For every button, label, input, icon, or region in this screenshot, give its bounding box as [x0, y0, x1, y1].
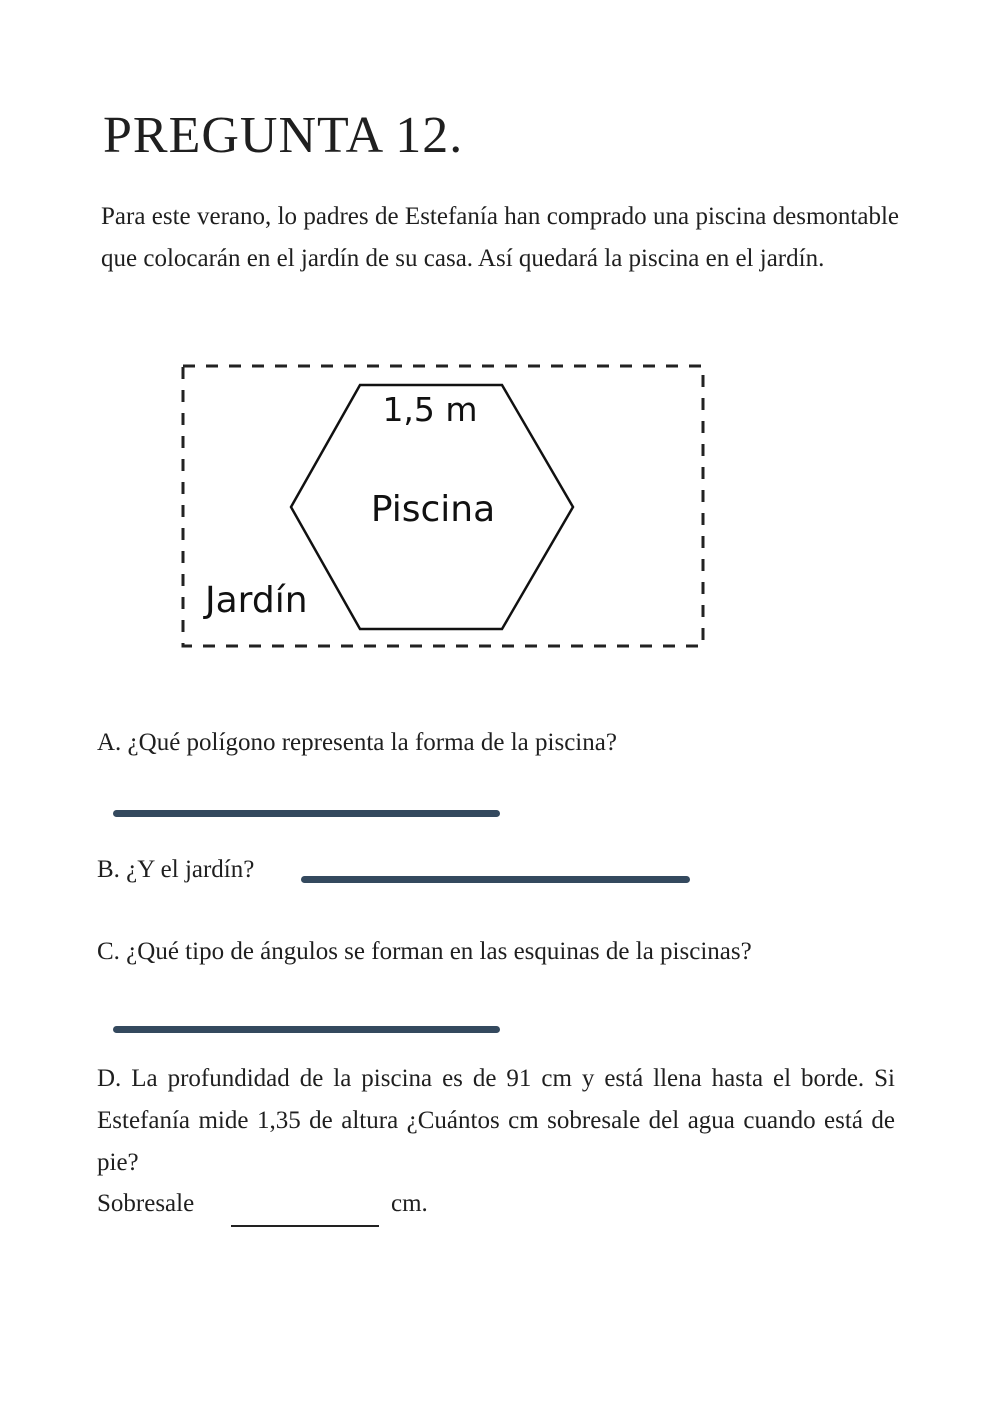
answer-d-prefix: Sobresale: [97, 1190, 195, 1217]
garden-label: Jardín: [205, 580, 308, 621]
answer-line-c[interactable]: [113, 1026, 500, 1033]
pool-label: Piscina: [370, 489, 496, 530]
pool-hexagon: [291, 385, 573, 629]
answer-d-suffix: cm.: [391, 1190, 428, 1217]
answer-line-b[interactable]: [301, 876, 690, 883]
page-title: PREGUNTA 12.: [103, 107, 464, 164]
question-c: C. ¿Qué tipo de ángulos se forman en las esquinas de la piscinas?: [97, 938, 752, 965]
problem-statement: Para este verano, lo padres de Estefanía han comprado una piscina desmontable que colocarán en el jardín de su casa. Así quedará la piscina en el jardín.: [101, 203, 899, 272]
side-length-label: 1,5 m: [382, 390, 478, 429]
question-d: D. La profundidad de la piscina es de 91 cm y está llena hasta el borde. Si Estefanía mide 1,35 de altura ¿Cuántos cm sobresale del agua cuando está de pie?: [97, 1065, 895, 1176]
garden-dashed-rectangle: [183, 366, 703, 646]
answer-line-d[interactable]: [231, 1225, 379, 1227]
question-b: B. ¿Y el jardín?: [97, 856, 255, 883]
question-a: A. ¿Qué polígono representa la forma de la piscina?: [97, 729, 617, 756]
answer-line-a[interactable]: [113, 810, 500, 817]
